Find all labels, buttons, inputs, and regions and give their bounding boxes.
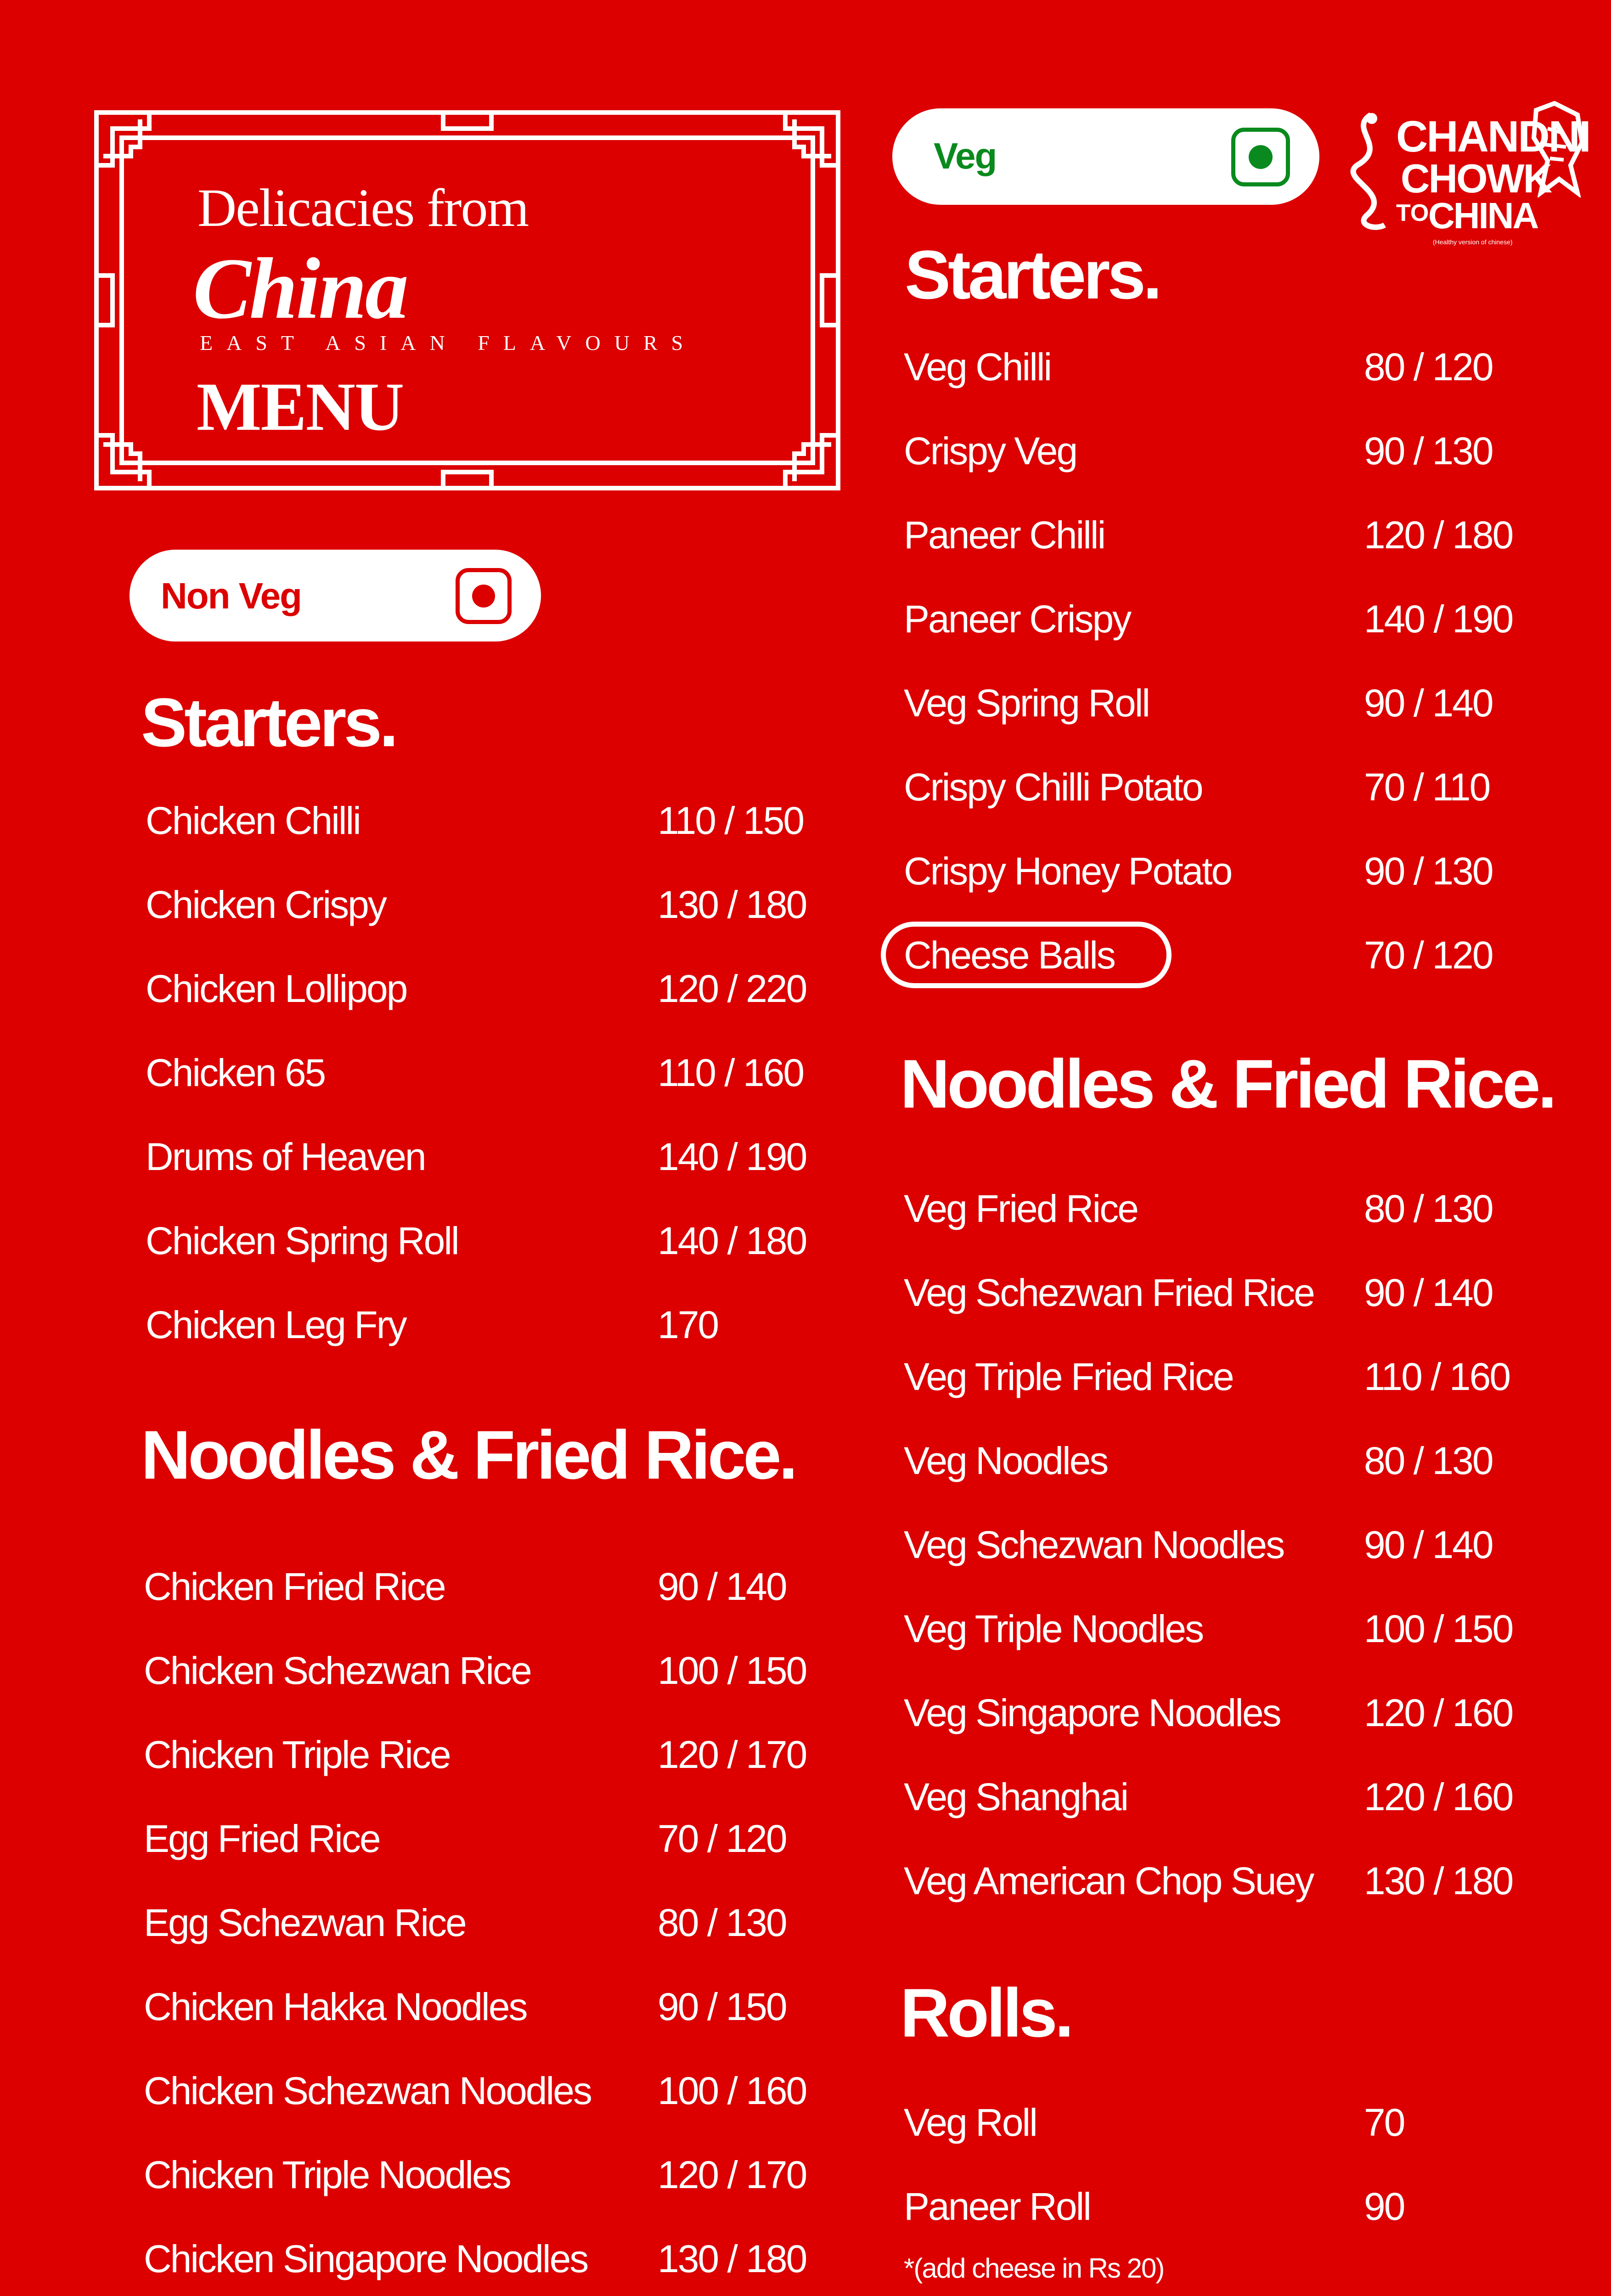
brand-line3-to: TO <box>1396 200 1429 226</box>
menu-item-price: 100 / 150 <box>658 1649 806 1692</box>
menu-item-name: Chicken Chilli <box>146 799 360 842</box>
menu-item-name: Veg Shanghai <box>904 1775 1128 1818</box>
menu-item-price: 170 <box>658 1303 718 1346</box>
menu-item-price: 100 / 150 <box>1364 1607 1513 1650</box>
menu-item-price: 120 / 170 <box>658 2153 806 2196</box>
menu-item-name: Veg Singapore Noodles <box>904 1691 1280 1734</box>
menu-item-name: Veg Spring Roll <box>904 681 1149 725</box>
veg-starters-title: Starters. <box>905 236 1160 313</box>
menu-item-price: 70 / 120 <box>1364 934 1493 977</box>
menu-item-price: 90 / 150 <box>658 1985 786 2028</box>
menu-item-price: 120 / 220 <box>658 967 806 1010</box>
menu-item-name: Veg Triple Noodles <box>904 1607 1203 1650</box>
nonveg-icon <box>456 568 512 624</box>
menu-item-name: Crispy Veg <box>904 429 1077 473</box>
menu-item-name: Paneer Chilli <box>904 513 1105 557</box>
veg-rolls-title: Rolls. <box>900 1974 1071 2051</box>
header-line2: China <box>193 241 407 337</box>
veg-noodles-title: Noodles & Fried Rice. <box>900 1045 1555 1122</box>
menu-item-name: Crispy Chilli Potato <box>904 765 1202 809</box>
menu-item-price: 70 / 120 <box>658 1817 786 1860</box>
menu-item-price: 90 <box>1364 2185 1404 2228</box>
menu-item-name: Veg Schezwan Fried Rice <box>904 1271 1314 1314</box>
menu-item-price: 110 / 160 <box>1364 1355 1510 1398</box>
nonveg-noodles-title: Noodles & Fried Rice. <box>141 1416 795 1493</box>
nonveg-label: Non Veg <box>161 575 302 616</box>
menu-item-price: 140 / 190 <box>658 1135 806 1178</box>
menu-item-price: 120 / 170 <box>658 1733 806 1776</box>
veg-pill <box>892 108 1319 205</box>
menu-item-price: 80 / 120 <box>1364 345 1493 388</box>
menu-item-price: 140 / 180 <box>658 1219 806 1262</box>
menu-item-price: 140 / 190 <box>1364 597 1513 641</box>
menu-item-price: 90 / 140 <box>658 1565 786 1608</box>
menu-item-price: 120 / 160 <box>1364 1691 1513 1734</box>
veg-label: Veg <box>934 135 997 176</box>
menu-item-price: 110 / 150 <box>658 799 804 842</box>
menu-item-price: 110 / 160 <box>658 1051 804 1094</box>
dragon-icon <box>1339 110 1398 234</box>
menu-item-name: Crispy Honey Potato <box>904 850 1232 893</box>
menu-item-name: Chicken Triple Noodles <box>144 2153 510 2196</box>
brand-line2: CHOWK <box>1401 156 1551 201</box>
menu-item-name: Chicken Schezwan Rice <box>144 1649 531 1692</box>
menu-item-name: Chicken Hakka Noodles <box>144 1985 527 2028</box>
menu-item-price: 90 / 130 <box>1364 429 1493 473</box>
menu-item-price: 130 / 180 <box>658 2237 806 2280</box>
menu-item-price: 100 / 160 <box>658 2069 806 2112</box>
menu-item-name: Cheese Balls <box>904 934 1115 977</box>
menu-item-price: 90 / 130 <box>1364 850 1493 893</box>
menu-item-name: Chicken Fried Rice <box>144 1565 445 1608</box>
menu-item-name: Veg Noodles <box>904 1439 1108 1482</box>
menu-item-price: 80 / 130 <box>1364 1439 1493 1482</box>
menu-item-price: 90 / 140 <box>1364 1271 1493 1314</box>
brand-subline: (Healthy version of chinese) <box>1433 238 1513 246</box>
menu-item-name: Chicken Singapore Noodles <box>144 2237 588 2280</box>
menu-item-price: 120 / 180 <box>1364 513 1513 557</box>
menu-item-name: Chicken Spring Roll <box>146 1219 458 1262</box>
menu-item-price: 130 / 180 <box>658 883 806 926</box>
menu-item-name: Veg Schezwan Noodles <box>904 1523 1284 1566</box>
veg-rolls-note: *(add cheese in Rs 20) <box>904 2253 1164 2284</box>
menu-item-name: Veg Chilli <box>904 345 1051 388</box>
menu-item-name: Chicken Triple Rice <box>144 1733 450 1776</box>
brand-logo <box>1339 101 1590 253</box>
menu-item-name: Drums of Heaven <box>146 1135 425 1178</box>
header-tagline: EAST ASIAN FLAVOURS <box>200 331 697 355</box>
menu-item-price: 90 / 140 <box>1364 1523 1493 1566</box>
nonveg-starters-title: Starters. <box>141 684 396 761</box>
header-line1: Delicacies from <box>197 178 529 238</box>
menu-item-price: 130 / 180 <box>1364 1859 1513 1902</box>
brand-line1: CHANDNI <box>1396 112 1590 161</box>
brand-line3: CHINA <box>1428 195 1538 236</box>
menu-item-price: 70 / 110 <box>1364 765 1490 809</box>
menu-item-name: Chicken Lollipop <box>146 967 407 1010</box>
menu-item-name: Veg American Chop Suey <box>904 1859 1313 1902</box>
menu-item-price: 80 / 130 <box>1364 1187 1493 1230</box>
menu-item-price: 90 / 140 <box>1364 681 1493 725</box>
menu-item-name: Paneer Roll <box>904 2185 1090 2228</box>
menu-item-name: Veg Fried Rice <box>904 1187 1138 1230</box>
menu-item-name: Egg Fried Rice <box>144 1817 380 1860</box>
menu-item-price: 120 / 160 <box>1364 1775 1513 1818</box>
nonveg-pill <box>130 550 541 642</box>
menu-item-name: Chicken Crispy <box>146 883 386 926</box>
menu-item-name: Chicken 65 <box>146 1051 325 1094</box>
header-title: MENU <box>197 369 404 445</box>
menu-item-name: Chicken Schezwan Noodles <box>144 2069 591 2112</box>
veg-icon <box>1231 128 1290 186</box>
menu-item-price: 80 / 130 <box>658 1901 786 1944</box>
menu-item-name: Paneer Crispy <box>904 597 1131 641</box>
menu-item-name: Egg Schezwan Rice <box>144 1901 466 1944</box>
menu-item-price: 70 <box>1364 2101 1404 2144</box>
menu-item-name: Veg Roll <box>904 2101 1036 2144</box>
menu-item-name: Veg Triple Fried Rice <box>904 1355 1233 1398</box>
menu-item-name: Chicken Leg Fry <box>146 1303 406 1346</box>
